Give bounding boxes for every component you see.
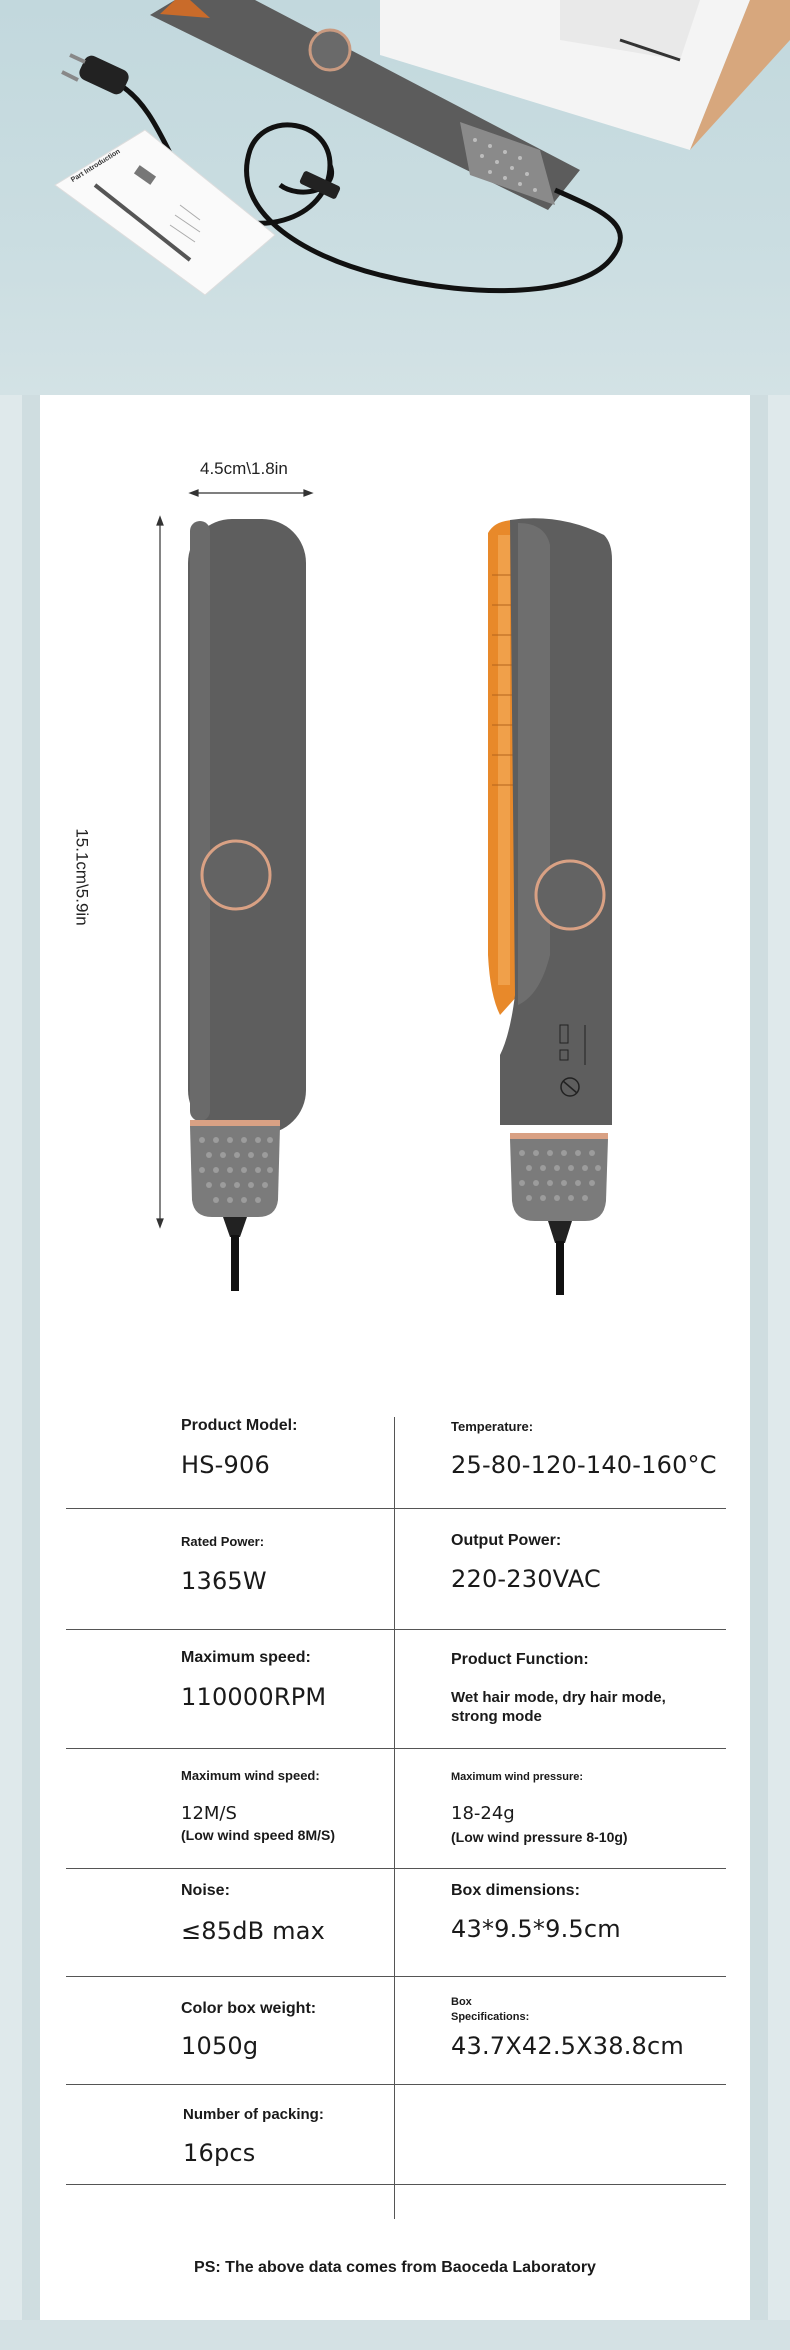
spec-value-max-wind-pressure: 18-24g (451, 1803, 515, 1824)
spec-value-output-power: 220-230VAC (451, 1565, 601, 1593)
row-divider (66, 1508, 726, 1509)
row-divider (66, 2184, 726, 2185)
instruction-manual (55, 130, 275, 295)
spec-label-output-power: Output Power: (451, 1532, 562, 1549)
spec-subvalue-max-wind-pressure: (Low wind pressure 8-10g) (451, 1829, 628, 1845)
spec-value-max-wind-speed: 12M/S (181, 1803, 237, 1824)
width-dimension-label: 4.5cm\1.8in (200, 459, 288, 478)
spec-subvalue-max-wind-speed: (Low wind speed 8M/S) (181, 1827, 336, 1843)
spec-value-product-function: Wet hair mode, dry hair mode, strong mode (451, 1689, 666, 1725)
spec-value-maximum-speed: 110000RPM (181, 1683, 327, 1711)
plug (62, 53, 131, 97)
data-source-note: PS: The above data comes from Baoceda Laboratory (194, 2259, 596, 2276)
spec-label-number-of-packing: Number of packing: (183, 2106, 324, 2123)
spec-label-noise: Noise: (181, 1882, 230, 1899)
spec-value-box-dimensions: 43*9.5*9.5cm (451, 1915, 621, 1943)
width-arrow (190, 490, 312, 496)
height-dimension-label: 15.1cm\5.9in (72, 828, 92, 926)
row-divider (66, 1629, 726, 1630)
manual-title: Part Introduction (70, 148, 122, 184)
height-arrow (157, 517, 163, 1227)
spec-label-box-specifications: Box Specifications: (451, 1996, 530, 2023)
device-drawings (40, 395, 750, 1355)
bottom-strip (0, 2320, 790, 2350)
spec-label-product-model: Product Model: (181, 1417, 298, 1434)
row-divider (66, 1976, 726, 1977)
device-front-view (188, 519, 306, 1291)
spec-value-product-model: HS-906 (181, 1451, 270, 1479)
spec-value-box-specifications: 43.7X42.5X38.8cm (451, 2032, 684, 2060)
spec-label-maximum-speed: Maximum speed: (181, 1649, 311, 1666)
spec-table (66, 1417, 726, 2217)
spec-label-product-function: Product Function: (451, 1651, 589, 1668)
spec-label-color-box-weight: Color box weight: (181, 2000, 317, 2017)
spec-label-max-wind-pressure: Maximum wind pressure: (451, 1771, 584, 1783)
frame-left (0, 395, 22, 2350)
spec-value-color-box-weight: 1050g (181, 2032, 259, 2060)
spec-label-max-wind-speed: Maximum wind speed: (181, 1768, 320, 1783)
row-divider (66, 1868, 726, 1869)
device-side-view (488, 518, 612, 1295)
spec-card (40, 395, 750, 2320)
spec-value-number-of-packing: 16pcs (183, 2139, 256, 2167)
product-photo-illustration (0, 0, 790, 395)
spec-value-noise: ≤85dB max (181, 1917, 326, 1945)
spec-value-rated-power: 1365W (181, 1567, 267, 1595)
product-photo (0, 0, 790, 395)
spec-label-rated-power: Rated Power: (181, 1534, 265, 1549)
row-divider (66, 1748, 726, 1749)
frame-right (768, 395, 790, 2350)
spec-label-box-dimensions: Box dimensions: (451, 1882, 580, 1899)
spec-value-temperature: 25-80-120-140-160°C (451, 1451, 717, 1479)
row-divider (66, 2084, 726, 2085)
column-divider (394, 1417, 395, 2219)
spec-label-temperature: Temperature: (451, 1419, 534, 1434)
